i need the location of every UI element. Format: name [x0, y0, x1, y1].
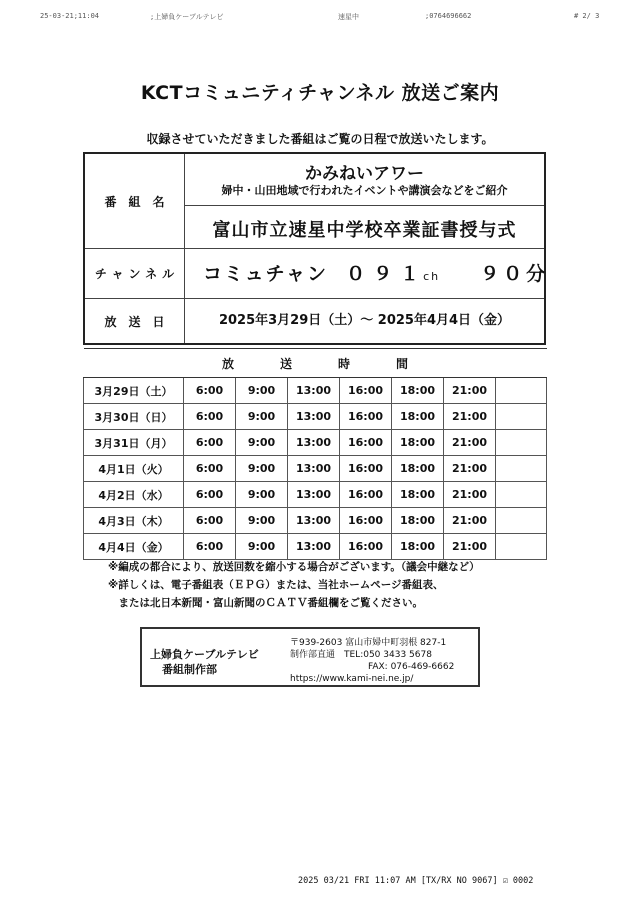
org-name: 上婦負ケーブルテレビ: [150, 648, 259, 661]
schedule-row: [84, 534, 547, 560]
schedule-table: [83, 348, 547, 560]
fax-page: # 2/ 3: [574, 12, 600, 20]
schedule-time: 18:00: [392, 430, 444, 456]
contact-tel: 制作部直通 TEL:050 3433 5678: [290, 650, 432, 660]
channel-label: チャンネル: [85, 249, 185, 298]
schedule-time: 6:00: [184, 430, 236, 456]
note-1: ※編成の都合により、放送回数を縮小する場合がございます。（議会中継など）: [108, 561, 480, 573]
channel-info: [203, 259, 549, 286]
channel-row: [85, 249, 550, 299]
schedule-time: 18:00: [392, 534, 444, 560]
schedule-date: 3月30日（日）: [84, 404, 184, 430]
note-3: または北日本新聞・富山新聞のＣＡＴＶ番組欄をご覧ください。: [108, 597, 423, 609]
broadcast-period: 2025年3月29日（土）～ 2025年4月4日（金）: [218, 313, 511, 328]
schedule-row: [84, 508, 547, 534]
schedule-time: 18:00: [392, 404, 444, 430]
schedule-time: 6:00: [184, 378, 236, 404]
fax-recipient: 速星中: [338, 13, 359, 21]
contact-org: [150, 647, 259, 677]
program-info-table: [83, 152, 550, 345]
schedule-time: 16:00: [340, 508, 392, 534]
schedule-time: 9:00: [236, 430, 288, 456]
program-divider: [185, 205, 544, 206]
note-2: ※詳しくは、電子番組表（ＥＰＧ）または、当社ホームページ番組表、: [108, 579, 444, 591]
channel-unit: ch: [423, 270, 441, 283]
schedule-time: 21:00: [444, 534, 496, 560]
schedule-time: 21:00: [444, 482, 496, 508]
schedule-time: 21:00: [444, 378, 496, 404]
contact-url[interactable]: https://www.kami-nei.ne.jp/: [290, 674, 414, 684]
channel-duration: ９０分: [480, 263, 550, 285]
schedule-time: 16:00: [340, 378, 392, 404]
org-department: 番組制作部: [162, 663, 217, 676]
schedule-row: [84, 430, 547, 456]
fax-sender: ;上婦負ケーブルテレビ: [150, 13, 224, 21]
schedule-date: 4月4日（金）: [84, 534, 184, 560]
contact-fax: FAX: 076-469-6662: [368, 662, 455, 672]
schedule-date: 4月2日（水）: [84, 482, 184, 508]
schedule-time: 16:00: [340, 534, 392, 560]
schedule-time: 9:00: [236, 482, 288, 508]
program-title: かみねいアワー: [305, 164, 424, 184]
broadcast-date-label: 放送日: [85, 299, 185, 343]
schedule-time: 16:00: [340, 456, 392, 482]
fax-number: ;0764696662: [425, 12, 472, 20]
fax-header: [0, 12, 640, 26]
schedule-body: [84, 378, 547, 560]
contact-details: [290, 637, 454, 685]
schedule-empty-cell: [496, 534, 547, 560]
channel-number: ０９１: [346, 263, 428, 285]
schedule-empty-cell: [496, 456, 547, 482]
program-subtitle: 婦中・山田地域で行われたイベントや講演会などをご紹介: [221, 184, 508, 197]
program-event: 富山市立速星中学校卒業証書授与式: [212, 220, 517, 241]
schedule-time: 9:00: [236, 404, 288, 430]
schedule-date: 3月31日（月）: [84, 430, 184, 456]
schedule-time: 16:00: [340, 482, 392, 508]
schedule-date: 4月3日（木）: [84, 508, 184, 534]
schedule-time: 16:00: [340, 430, 392, 456]
schedule-time: 6:00: [184, 456, 236, 482]
date-row: [85, 299, 544, 343]
fax-footer: 2025 03/21 FRI 11:07 AM [TX/RX NO 9067] ☑ 0002: [298, 876, 534, 886]
schedule-time: 9:00: [236, 534, 288, 560]
schedule-empty-cell: [496, 404, 547, 430]
schedule-time: 6:00: [184, 508, 236, 534]
contact-address: 〒939-2603 富山市婦中町羽根 827-1: [290, 638, 447, 648]
schedule-time: 21:00: [444, 430, 496, 456]
schedule-date: 3月29日（土）: [84, 378, 184, 404]
program-row: [85, 154, 544, 249]
channel-name: コミュチャン: [203, 263, 329, 285]
schedule-empty-cell: [496, 378, 547, 404]
intro-text: 収録させていただきました番組はご覧の日程で放送いたします。: [146, 132, 494, 146]
schedule-time: 21:00: [444, 508, 496, 534]
program-label: 番組名: [85, 154, 185, 248]
schedule-time: 9:00: [236, 456, 288, 482]
schedule-row: [84, 404, 547, 430]
schedule-time: 13:00: [288, 508, 340, 534]
schedule-time: 6:00: [184, 404, 236, 430]
schedule-time: 21:00: [444, 456, 496, 482]
schedule-time: 18:00: [392, 378, 444, 404]
schedule-time: 18:00: [392, 482, 444, 508]
broadcast-time-label: 放送時間: [222, 356, 455, 371]
schedule-time: 13:00: [288, 378, 340, 404]
schedule-date: 4月1日（火）: [84, 456, 184, 482]
schedule-time: 9:00: [236, 378, 288, 404]
schedule-empty-cell: [496, 482, 547, 508]
schedule-row: [84, 456, 547, 482]
schedule-time: 6:00: [184, 482, 236, 508]
schedule-time: 13:00: [288, 404, 340, 430]
schedule-time: 6:00: [184, 534, 236, 560]
schedule-time: 13:00: [288, 430, 340, 456]
schedule-header: [84, 349, 547, 378]
schedule-time: 21:00: [444, 404, 496, 430]
schedule-row: [84, 378, 547, 404]
schedule-time: 13:00: [288, 534, 340, 560]
schedule-time: 13:00: [288, 482, 340, 508]
schedule-empty-cell: [496, 430, 547, 456]
fax-datetime: 25-03-21;11:04: [40, 12, 100, 20]
page-title: KCTコミュニティチャンネル 放送ご案内: [140, 82, 500, 104]
schedule-time: 18:00: [392, 456, 444, 482]
schedule-time: 18:00: [392, 508, 444, 534]
schedule-row: [84, 482, 547, 508]
schedule-time: 13:00: [288, 456, 340, 482]
schedule-time: 9:00: [236, 508, 288, 534]
schedule-time: 16:00: [340, 404, 392, 430]
contact-box: [140, 627, 480, 687]
notes: [108, 558, 480, 612]
schedule-empty-cell: [496, 508, 547, 534]
